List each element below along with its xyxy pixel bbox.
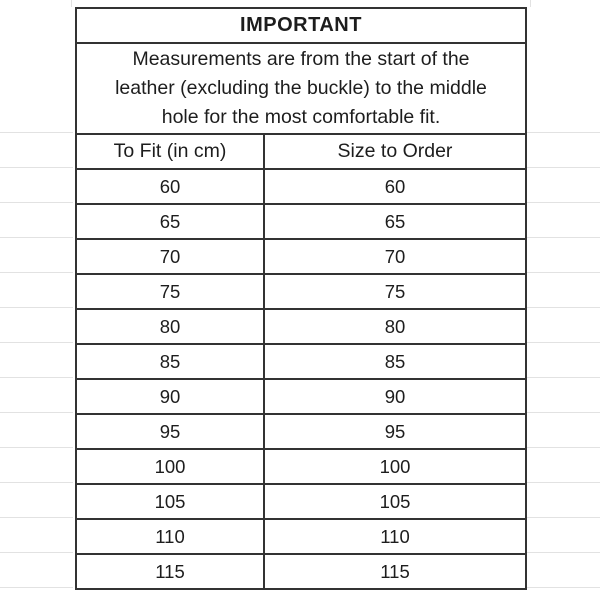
size-to-order-value: 75 (264, 274, 526, 309)
gridline-stub (0, 482, 73, 483)
gridline-stub (527, 307, 600, 308)
size-to-order-value: 105 (264, 484, 526, 519)
column-header-row (76, 134, 526, 169)
gridline-stub (527, 167, 600, 168)
gridline-stub (527, 552, 600, 553)
gridline-stub (530, 0, 531, 7)
gridline-stub (527, 237, 600, 238)
to-fit-value: 80 (76, 309, 264, 344)
size-to-order-value: 95 (264, 414, 526, 449)
gridline-stub (0, 377, 73, 378)
size-to-order-value: 60 (264, 169, 526, 204)
to-fit-value: 85 (76, 344, 264, 379)
gridline-stub (0, 552, 73, 553)
gridline-stub (0, 132, 73, 133)
size-to-order-value: 90 (264, 379, 526, 414)
table-row (76, 414, 526, 449)
gridline-stub (0, 307, 73, 308)
gridline-stub (0, 202, 73, 203)
gridline-stub (527, 412, 600, 413)
gridline-stub (527, 447, 600, 448)
gridline-stub (527, 377, 600, 378)
chart-data-rows (76, 169, 526, 589)
size-to-order-value: 110 (264, 519, 526, 554)
gridline-stub (0, 587, 73, 588)
gridline-stub (527, 272, 600, 273)
table-row (76, 204, 526, 239)
size-to-order-value: 115 (264, 554, 526, 589)
size-to-order-value: 85 (264, 344, 526, 379)
size-chart-table (75, 7, 527, 590)
gridline-stub (0, 517, 73, 518)
note-row (76, 43, 526, 134)
table-row (76, 484, 526, 519)
size-to-order-value: 80 (264, 309, 526, 344)
column-header-size-to-order: Size to Order (264, 134, 526, 169)
gridline-stub (527, 202, 600, 203)
to-fit-value: 60 (76, 169, 264, 204)
gridline-stub (0, 342, 73, 343)
column-header-to-fit: To Fit (in cm) (76, 134, 264, 169)
to-fit-value: 105 (76, 484, 264, 519)
to-fit-value: 65 (76, 204, 264, 239)
table-row (76, 449, 526, 484)
gridline-stub (527, 482, 600, 483)
to-fit-value: 75 (76, 274, 264, 309)
note-line: hole for the most comfortable fit. (161, 106, 441, 128)
table-row (76, 239, 526, 274)
table-row (76, 274, 526, 309)
gridline-stub (0, 272, 73, 273)
chart-title: IMPORTANT (76, 8, 526, 43)
gridline-stub (71, 0, 72, 7)
chart-static-rows (76, 8, 526, 169)
table-row (76, 554, 526, 589)
gridline-stub (0, 237, 73, 238)
gridline-stub (0, 412, 73, 413)
to-fit-value: 95 (76, 414, 264, 449)
gridline-stub (0, 447, 73, 448)
to-fit-value: 90 (76, 379, 264, 414)
table-row (76, 169, 526, 204)
note-cell (76, 43, 526, 134)
table-row (76, 309, 526, 344)
gridline-stub (527, 132, 600, 133)
size-to-order-value: 70 (264, 239, 526, 274)
table-row (76, 344, 526, 379)
to-fit-value: 100 (76, 449, 264, 484)
gridline-stub (0, 167, 73, 168)
to-fit-value: 70 (76, 239, 264, 274)
title-row (76, 8, 526, 43)
note-line: leather (excluding the buckle) to the middle (115, 77, 487, 99)
gridline-stub (527, 342, 600, 343)
size-to-order-value: 65 (264, 204, 526, 239)
size-to-order-value: 100 (264, 449, 526, 484)
note-line: Measurements are from the start of the (132, 48, 470, 70)
to-fit-value: 115 (76, 554, 264, 589)
to-fit-value: 110 (76, 519, 264, 554)
table-row (76, 519, 526, 554)
gridline-stub (527, 517, 600, 518)
gridline-stub (527, 587, 600, 588)
table-row (76, 379, 526, 414)
